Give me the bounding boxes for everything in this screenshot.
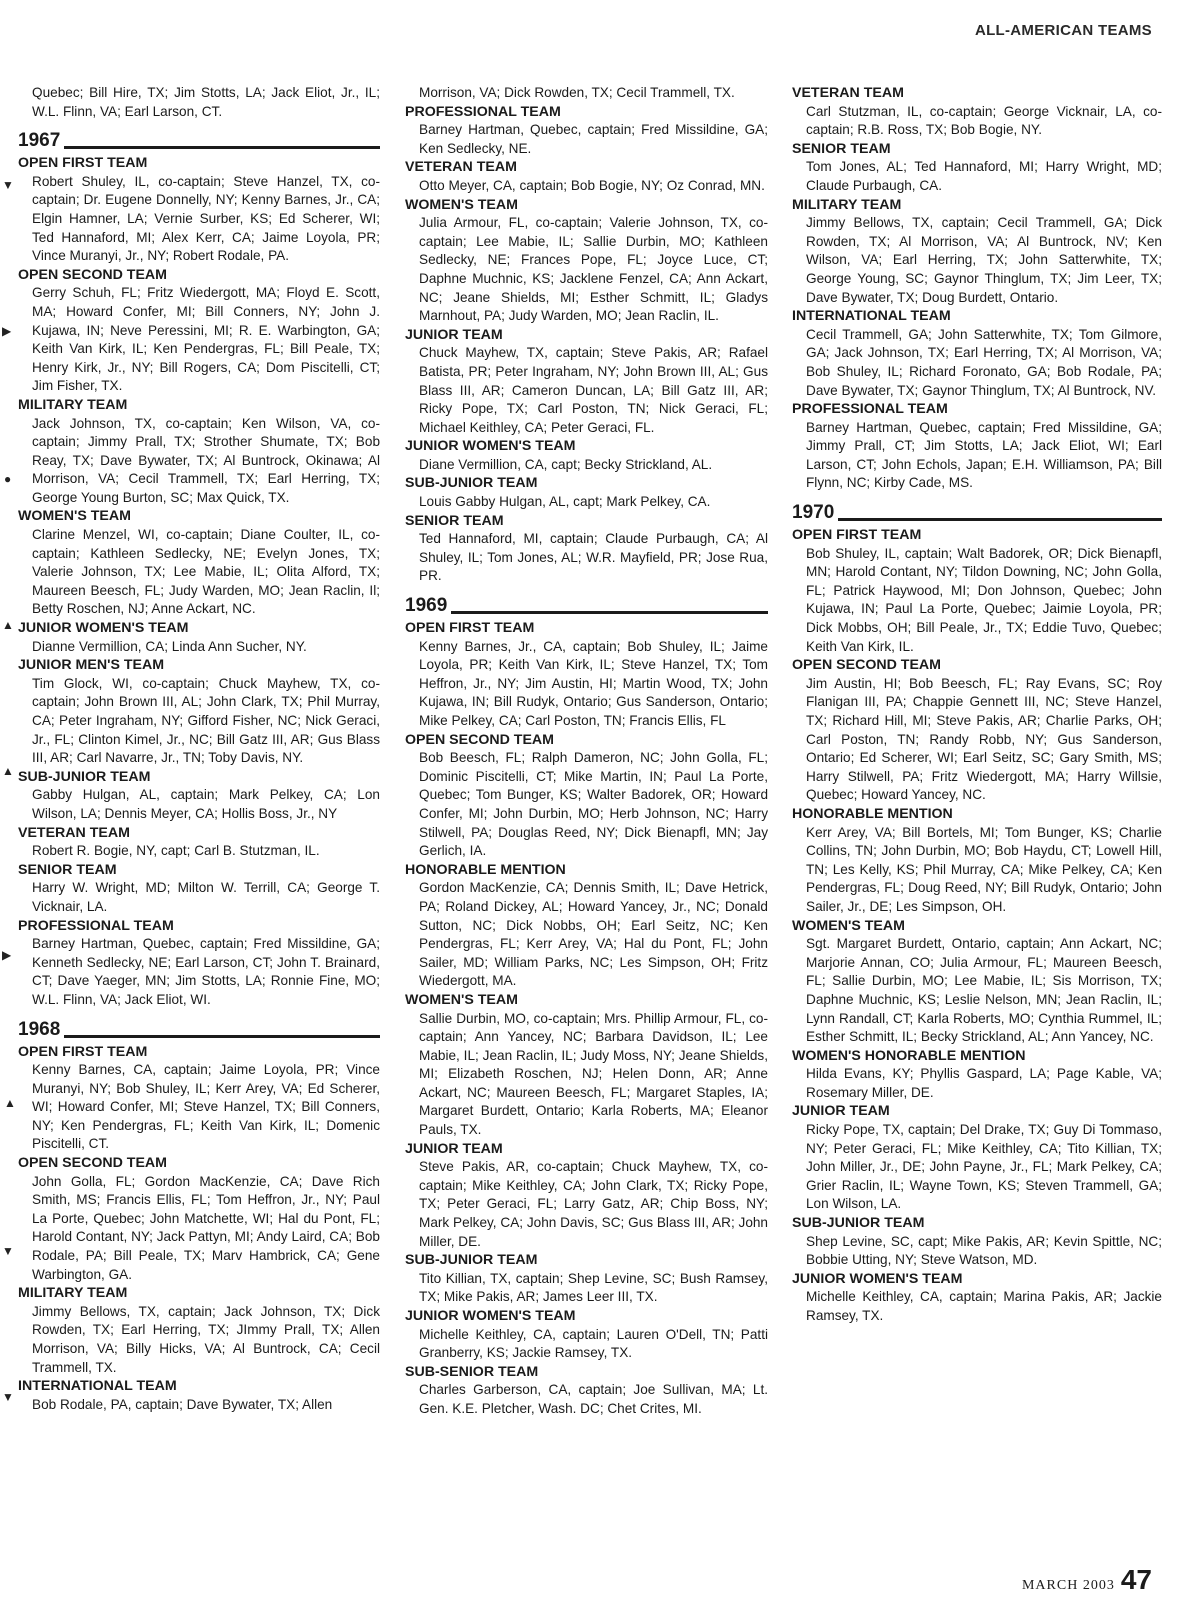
team-heading: JUNIOR WOMEN'S TEAM: [405, 438, 576, 455]
team-roster: Shep Levine, SC, capt; Mike Pakis, AR; Kevin Spittle, NC; Bobbie Utting, NY; Steve Watson, MD.: [806, 1233, 1162, 1268]
team-roster: Carl Stutzman, IL, co-captain; George Vicknair, LA, co-captain; R.B. Ross, TX; Bob Bogie, NY.: [806, 103, 1162, 138]
team-heading: VETERAN TEAM: [405, 159, 517, 176]
team-heading: OPEN SECOND TEAM: [792, 657, 941, 674]
team-heading: VETERAN TEAM: [18, 824, 130, 841]
team-roster: Gordon MacKenzie, CA; Dennis Smith, IL; Dave Hetrick, PA; Roland Dickey, AL; Howard Yancey, Jr., NC; Donald Sutton, NC; Dick Nobbs, OH; Earl Seitz, NC; Ken Pendergras, FL; Kerr Arey, VA; Hal du Pont, FL; John Sailer, MD; William Parks, NC; Les Simpson, OH; Fritz Wiedergott, MA.: [419, 880, 768, 989]
team-roster: Dianne Vermillion, CA; Linda Ann Sucher, NY.: [32, 638, 307, 654]
margin-arrow-icon: ▼: [2, 1244, 14, 1258]
team-roster: Quebec; Bill Hire, TX; Jim Stotts, LA; Jack Eliot, Jr., IL; W.L. Flinn, VA; Earl Larson, CT.: [32, 85, 380, 119]
margin-arrow-icon: ●: [4, 472, 12, 486]
team-heading: PROFESSIONAL TEAM: [405, 103, 561, 120]
team-roster: Louis Gabby Hulgan, AL, capt; Mark Pelkey, CA.: [419, 494, 711, 510]
team-roster: Bob Beesch, FL; Ralph Dameron, NC; John Golla, FL; Dominic Piscitelli, CT; Mike Martin, IN; Paul La Porte, Quebec; Tom Bunger, KS; Walter Badorek, OR; Howard Confer, MI; John Durbin, MO; Herb Johnson, NC; Harry Stilwell, PA; Douglas Reed, NY; Dick Bienapfl, MN; Jay Gerlich, IA.: [419, 750, 768, 859]
team-roster: Tito Killian, TX, captain; Shep Levine, SC; Bush Ramsey, TX; Mike Pakis, AR; James Leer III, TX.: [419, 1270, 768, 1305]
column-middle: [405, 84, 768, 1419]
team-roster: Otto Meyer, CA, captain; Bob Bogie, NY; Oz Conrad, MN.: [419, 177, 765, 193]
team-roster: Diane Vermillion, CA, capt; Becky Strickland, AL.: [419, 456, 713, 472]
team-roster: Gerry Schuh, FL; Fritz Wiedergott, MA; Floyd E. Scott, MA; Howard Confer, MI; Bill Conners, NY; John J. Kujawa, IN; Neve Peressini, MI; R. E. Warbington, GA; Keith Van Kirk, IL; Ken Pendergras, FL; Bill Peale, TX; Henry Kirk, Jr., NY; Bill Rogers, CA; Dom Piscitelli, CT; Jim Fisher, TX.: [32, 285, 380, 394]
team-heading: JUNIOR WOMEN'S TEAM: [18, 620, 189, 637]
team-roster: Michelle Keithley, CA, captain; Marina Pakis, AR; Jackie Ramsey, TX.: [806, 1289, 1162, 1323]
team-roster: Cecil Trammell, GA; John Satterwhite, TX; Tom Gilmore, GA; Jack Johnson, TX; Earl Herring, TX; Al Morrison, VA; Bob Shuley, IL; Richard Foronato, GA; Bob Rodale, PA; Dave Bywater, TX; Gaynor Thinglum, TX; Al Buntrock, NV.: [806, 326, 1162, 398]
team-roster: Steve Pakis, AR, co-captain; Chuck Mayhew, TX, co-captain; Mike Keithley, CA; John Clark, TX; Ricky Pope, TX; Peter Geraci, FL; Larry Gatz, AR; Chip Boss, NY; Mark Pelkey, CA; John Davis, SC; Gus Blass III, AR; John Miller, DE.: [419, 1159, 768, 1249]
year-label: 1970: [792, 502, 835, 524]
margin-arrow-icon: ▼: [2, 178, 14, 192]
team-roster: Sgt. Margaret Burdett, Ontario, captain; Ann Ackart, NC; Marjorie Annan, CO; Julia Armour, FL; Maureen Beesch, FL; Sallie Durbin, MO; Lee Mabie, IL; Sis Morrison, TX; Daphne Muchnic, KS; Leslie Nelson, MN; Jean Raclin, IL; Lynn Randall, CT; Karla Roberts, MO; Cynthia Rummel, IL; Esther Schmitt, IL; Becky Strickland, AL; Ann Yancey, NC.: [806, 936, 1162, 1045]
team-heading: WOMEN'S HONORABLE MENTION: [792, 1047, 1026, 1064]
team-roster: Bob Rodale, PA, captain; Dave Bywater, TX; Allen: [32, 1396, 333, 1412]
team-heading: SENIOR TEAM: [792, 140, 891, 157]
margin-arrow-icon: ▶: [2, 324, 12, 338]
team-heading: JUNIOR TEAM: [405, 1140, 503, 1157]
team-heading: MILITARY TEAM: [18, 1285, 128, 1302]
margin-arrow-icon: ▲: [2, 618, 14, 632]
team-roster: Barney Hartman, Quebec, captain; Fred Missildine, GA; Jimmy Prall, CT; Jim Stotts, LA; Jack Eliot, WI; Earl Larson, CT; John Echols, Japan; E.H. Williamson, PA; Bill Flynn, NC; Kirby Cade, MS.: [806, 419, 1162, 491]
team-heading: SUB-JUNIOR TEAM: [405, 1252, 538, 1269]
team-roster: Harry W. Wright, MD; Milton W. Terrill, CA; George T. Vicknair, LA.: [32, 880, 380, 914]
team-heading: SENIOR TEAM: [405, 512, 504, 529]
year-label: 1967: [18, 130, 61, 152]
team-roster: Sallie Durbin, MO, co-captain; Mrs. Phillip Armour, FL, co-captain; Ann Yancey, NC; Barbara Davidson, IL; Lee Mabie, IL; Jean Raclin, IL; Judy Moss, NY; Jeane Shields, MI; Elizabeth Roschen, NJ; Helen Donn, AR; Anne Ackart, NC; Maureen Beesch, FL; Margaret Staples, IA; Margaret Burdett, Ontario; Karla Roberts, MA; Eleanor Pauls, TX.: [419, 1010, 768, 1138]
team-heading: SUB-JUNIOR TEAM: [18, 768, 151, 785]
team-heading: OPEN SECOND TEAM: [18, 266, 167, 283]
team-roster: Barney Hartman, Quebec, captain; Fred Missildine, GA; Kenneth Sedlecky, NE; Earl Larson, CT; John T. Brainard, CT; Dave Yaeger, MN; Jim Stotts, LA; Ronnie Fine, MO; W.L. Flinn, VA; Jack Eliot, WI.: [32, 936, 380, 1007]
team-heading: MILITARY TEAM: [18, 396, 128, 413]
team-heading: WOMEN'S TEAM: [405, 196, 518, 213]
team-roster: Jimmy Bellows, TX, captain; Jack Johnson, TX; Dick Rowden, TX; Earl Herring, TX; JImmy Prall, TX; Allen Morrison, VA; Billy Hicks, VA; Al Buntrock, CA; Cecil Trammell, TX.: [32, 1303, 380, 1375]
team-heading: OPEN FIRST TEAM: [792, 527, 922, 544]
team-heading: JUNIOR TEAM: [792, 1103, 890, 1120]
team-roster: Barney Hartman, Quebec, captain; Fred Missildine, GA; Ken Sedlecky, NE.: [419, 122, 768, 156]
team-roster: Jack Johnson, TX, co-captain; Ken Wilson, VA, co-captain; Jimmy Prall, TX; Strother Shumate, TX; Bob Reay, TX; Dave Bywater, TX; Al Buntrock, Okinawa; Al Morrison, VA; Cecil Trammell, TX; Earl Herring, TX; George Young Burton, SC; Max Quick, TX.: [32, 415, 380, 505]
column-left: [18, 84, 380, 1414]
year-heading: [405, 596, 768, 616]
team-heading: SUB-JUNIOR TEAM: [792, 1215, 925, 1232]
team-roster: Ricky Pope, TX, captain; Del Drake, TX; Guy Di Tommaso, NY; Peter Geraci, FL; Mike Keithley, CA; Tito Killian, TX; John Miller, Jr., DE; John Payne, Jr., FL; Mark Pelkey, CA; Grier Raclin, IL; Wayne Town, KS; Steven Trammell, GA; Lon Wilson, LA.: [806, 1122, 1162, 1212]
team-heading: PROFESSIONAL TEAM: [792, 401, 948, 418]
team-heading: OPEN FIRST TEAM: [18, 1043, 148, 1060]
margin-arrow-icon: ▲: [2, 764, 14, 778]
team-heading: JUNIOR WOMEN'S TEAM: [405, 1308, 576, 1324]
team-roster: Tim Glock, WI, co-captain; Chuck Mayhew, TX, co-captain; John Brown III, AL; John Clark, TX; Phil Murray, CA; Peter Ingraham, NY; Gifford Fisher, NC; Nick Geraci, Jr., FL; Clinton Kimel, Jr., NC; Bill Gatz III, AR; Gus Blass III, AR; Carl Navarre, Jr., TN; Toby Davis, NY.: [32, 675, 380, 766]
team-heading: SUB-SENIOR TEAM: [405, 1363, 539, 1380]
team-roster: Kenny Barnes, Jr., CA, captain; Bob Shuley, IL; Jaime Loyola, PR; Keith Van Kirk, IL; Steve Hanzel, TX; Tom Heffron, Jr., NY; Jim Austin, HI; Martin Wood, TX; John Kujawa, IN; Bill Rudyk, Ontario; Gus Sanderson, Ontario; Mike Pelkey, CA; Carl Poston, TN; Francis Ellis, FL: [419, 638, 768, 728]
year-heading: [18, 131, 380, 151]
year-heading: [792, 503, 1162, 523]
team-heading: INTERNATIONAL TEAM: [792, 308, 951, 325]
margin-arrow-icon: ▶: [2, 948, 12, 962]
team-heading: OPEN FIRST TEAM: [18, 155, 148, 172]
team-roster: Kenny Barnes, CA, captain; Jaime Loyola, PR; Vince Muranyi, NY; Bob Shuley, IL; Kerr Arey, VA; Ed Scherer, WI; Howard Confer, MI; Steve Hanzel, TX; Bill Conners, NY; Ken Pendergras, FL; Keith Van Kirk, IL; Domenic Piscitelli, CT.: [32, 1062, 380, 1152]
team-heading: JUNIOR WOMEN'S TEAM: [792, 1270, 963, 1287]
team-roster: Michelle Keithley, CA, captain; Lauren O'Dell, TN; Patti Granberry, KS; Jackie Ramsey, TX.: [419, 1326, 768, 1361]
team-heading: HONORABLE MENTION: [792, 805, 953, 822]
team-heading: OPEN SECOND TEAM: [405, 731, 554, 748]
team-heading: WOMEN'S TEAM: [792, 917, 905, 934]
page-footer: [1022, 1564, 1152, 1596]
column-right: [792, 84, 1162, 1326]
team-roster: John Golla, FL; Gordon MacKenzie, CA; Dave Rich Smith, MS; Francis Ellis, FL; Tom Heffron, Jr., NY; Paul La Porte, Quebec; John Matchette, WI; Hal du Pont, FL; Harold Contant, NY; Jack Pattyn, MI; Andy Laird, CA; Bob Rodale, PA; Bill Peale, TX; Marv Hambrick, CA; Gene Warbington, GA.: [32, 1173, 380, 1282]
team-roster: Ted Hannaford, MI, captain; Claude Purbaugh, CA; Al Shuley, IL; Tom Jones, AL; W.R. Mayfield, PR; Jose Rua, PR.: [419, 531, 768, 584]
year-label: 1968: [18, 1018, 61, 1040]
margin-arrow-icon: ▲: [4, 1096, 16, 1110]
team-heading: INTERNATIONAL TEAM: [18, 1378, 177, 1395]
team-heading: OPEN FIRST TEAM: [405, 620, 535, 637]
team-heading: VETERAN TEAM: [792, 85, 904, 101]
team-roster: Robert Shuley, IL, co-captain; Steve Hanzel, TX, co-captain; Dr. Eugene Donnelly, NY; Kenny Barnes, Jr., CA; Elgin Hamner, LA; Vernie Surber, KS; Ed Scherer, WI; Ted Hannaford, MI; Alex Kerr, CA; Jaime Loyola, PR; Vince Muranyi, Jr., NY; Robert Rodale, PA.: [32, 173, 380, 264]
running-header: ALL-AMERICAN TEAMS: [974, 22, 1152, 39]
team-heading: OPEN SECOND TEAM: [18, 1155, 167, 1172]
team-heading: SENIOR TEAM: [18, 861, 117, 878]
team-heading: JUNIOR MEN'S TEAM: [18, 657, 165, 674]
team-heading: SUB-JUNIOR TEAM: [405, 475, 538, 492]
issue-date: MARCH 2003: [1021, 1578, 1115, 1593]
team-heading: WOMEN'S TEAM: [405, 991, 518, 1008]
team-roster: Tom Jones, AL; Ted Hannaford, MI; Harry Wright, MD; Claude Purbaugh, CA.: [806, 159, 1162, 193]
team-roster: Robert R. Bogie, NY, capt; Carl B. Stutzman, IL.: [32, 843, 320, 859]
margin-arrow-icon: ▼: [2, 1390, 14, 1404]
team-roster: Morrison, VA; Dick Rowden, TX; Cecil Trammell, TX.: [419, 85, 735, 100]
team-roster: Chuck Mayhew, TX, captain; Steve Pakis, AR; Rafael Batista, PR; Peter Ingraham, NY; John Brown III, AL; Gus Blass III, AR; Cameron Duncan, LA; Bill Gatz III, AR; Ricky Pope, TX; Carl Poston, TN; Nick Geraci, FL; Michael Keithley, CA; Peter Geraci, FL.: [419, 345, 768, 435]
team-roster: Jimmy Bellows, TX, captain; Cecil Trammell, GA; Dick Rowden, TX; Al Morrison, VA; Al Buntrock, NV; Ken Wilson, VA; Earl Herring, TX; John Satterwhite, TX; George Young, SC; Gaynor Thinglum, TX; Jim Leer, TX; Dave Bywater, TX; Doug Burdett, Ontario.: [806, 215, 1162, 305]
team-heading: WOMEN'S TEAM: [18, 508, 131, 525]
team-roster: Julia Armour, FL, co-captain; Valerie Johnson, TX, co-captain; Lee Mabie, IL; Sallie Durbin, MO; Kathleen Sedlecky, NE; Frances Pope, FL; Joyce Luce, CT; Daphne Muchnic, KS; Jacklene Fenzel, CA; Ann Ackart, NC; Jeane Shields, MI; Esther Schmitt, IL; Gladys Marnhout, PA; Judy Warden, MO; Jean Raclin, IL.: [419, 215, 768, 324]
team-heading: HONORABLE MENTION: [405, 861, 566, 878]
team-heading: PROFESSIONAL TEAM: [18, 917, 174, 934]
year-label: 1969: [405, 595, 448, 617]
team-roster: Bob Shuley, IL, captain; Walt Badorek, OR; Dick Bienapfl, MN; Harold Contant, NY; Tildon Downing, NC; John Golla, FL; Patrick Haywood, MI; Don Johnson, Quebec; John Kujawa, IN; Paul La Porte, Quebec; Jaimie Loyola, PR; Dick Mobbs, OH; Bill Peale, Jr., TX; Eddie Tuvo, Quebec; Keith Van Kirk, IL.: [806, 545, 1162, 654]
team-roster: Jim Austin, HI; Bob Beesch, FL; Ray Evans, SC; Roy Flanigan III, PA; Chappie Gennett III, NC; Steve Hanzel, TX; Richard Hill, MI; Steve Pakis, AR; Charlie Parks, OH; Carl Poston, TN; Randy Robb, NY; Gus Sanderson, Ontario; Ed Scherer, WI; Earl Seitz, SC; Gary Smith, MS; Harry Stilwell, PA; Fritz Wiedergott, MA; Harry Willsie, Quebec; Howard Yancey, NC.: [806, 675, 1162, 803]
team-roster: Gabby Hulgan, AL, captain; Mark Pelkey, CA; Lon Wilson, LA; Dennis Meyer, CA; Hollis Boss, Jr., NY: [32, 787, 380, 821]
team-heading: JUNIOR TEAM: [405, 326, 503, 343]
team-roster: Charles Garberson, CA, captain; Joe Sullivan, MA; Lt. Gen. K.E. Pletcher, Wash. DC; Chet Crites, MI.: [419, 1382, 768, 1416]
team-roster: Kerr Arey, VA; Bill Bortels, MI; Tom Bunger, KS; Charlie Collins, TN; John Durbin, MO; Bob Haydu, CT; Lowell Hill, TN; Les Kelly, KS; Phil Murray, CA; Mike Pelkey, CA; Ken Pendergras, FL; Doug Reed, NY; Bill Rudyk, Ontario; John Sailer, Jr., DE; Les Simpson, OH.: [806, 824, 1162, 914]
team-roster: Hilda Evans, KY; Phyllis Gaspard, LA; Page Kable, VA; Rosemary Miller, DE.: [806, 1066, 1162, 1100]
page-number: 47: [1120, 1564, 1152, 1595]
team-heading: MILITARY TEAM: [792, 196, 902, 213]
team-roster: Clarine Menzel, WI, co-captain; Diane Coulter, IL, co-captain; Kathleen Sedlecky, NE; Evelyn Jones, TX; Valerie Johnson, TX; Lee Mabie, IL; Olita Alford, TX; Maureen Beesch, FL; Judy Warden, MO; Jean Raclin, Il; Betty Roschen, NJ; Anne Ackart, NC.: [32, 527, 380, 617]
year-heading: [18, 1020, 380, 1040]
